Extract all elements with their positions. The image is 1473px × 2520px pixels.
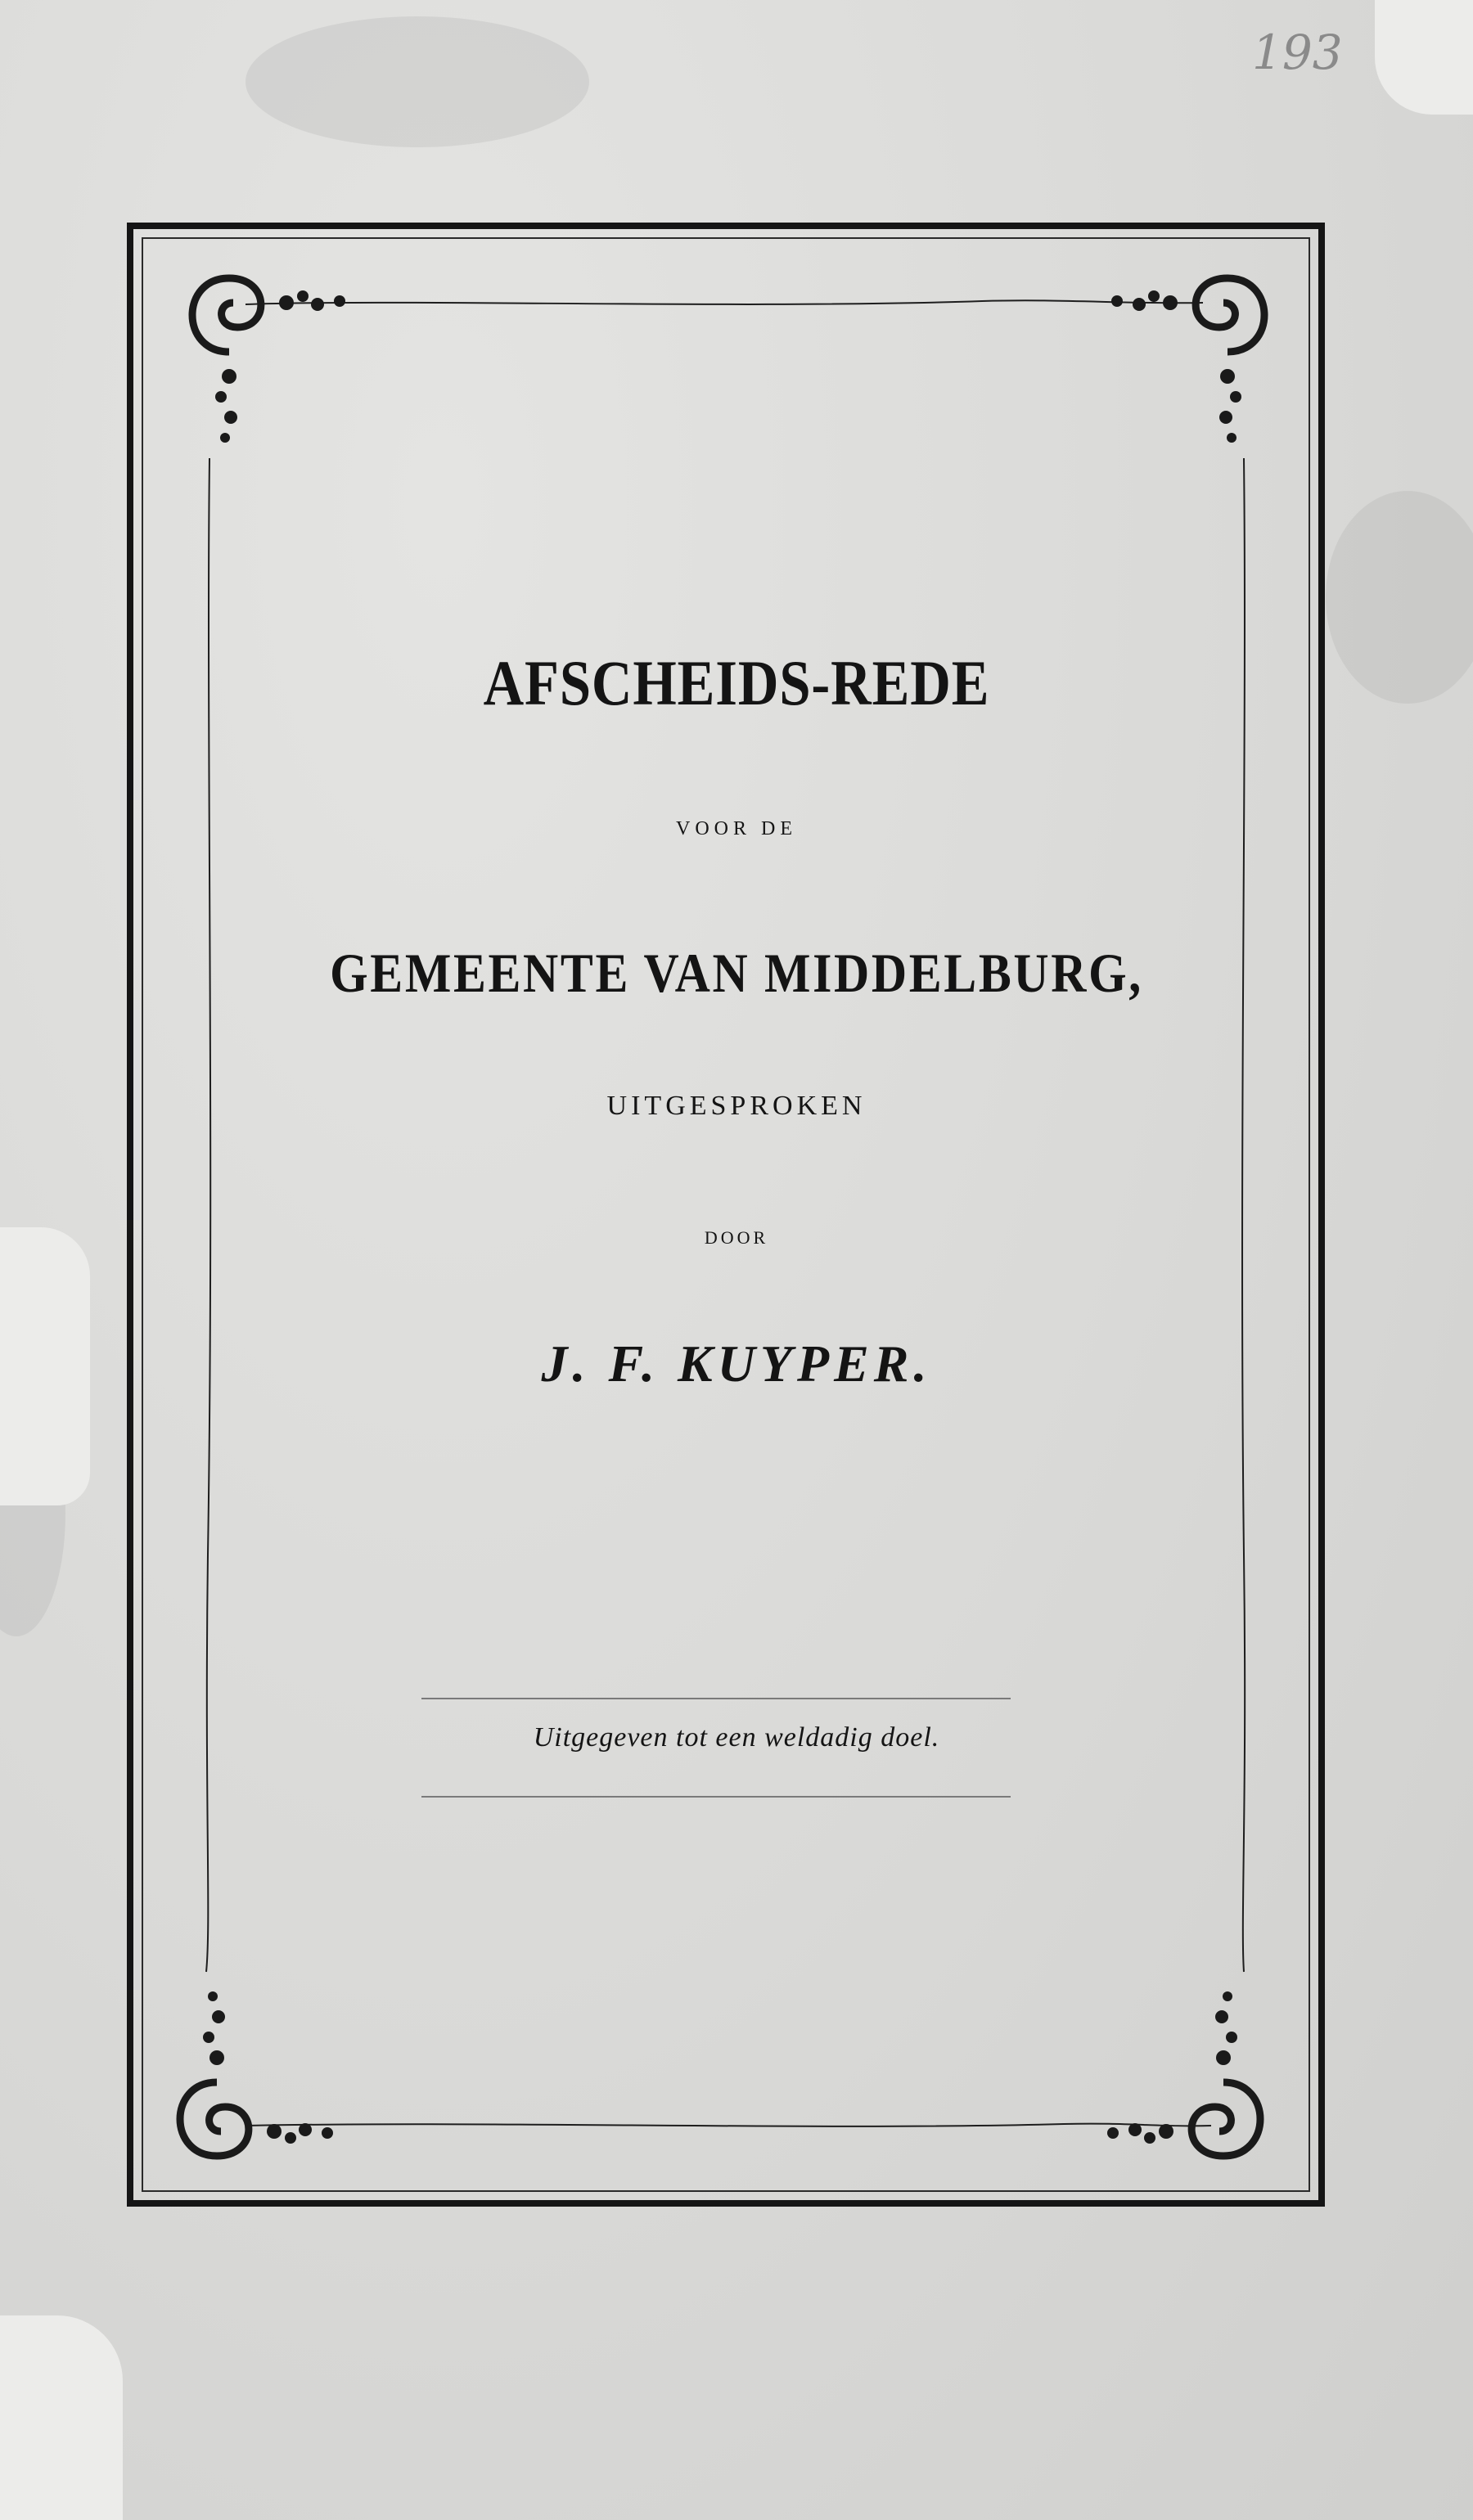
tagline-rule-top (421, 1698, 1011, 1699)
page-border-inner (142, 237, 1310, 2192)
door-line: DOOR (704, 1227, 769, 1248)
author-name: J. F. KUYPER. (541, 1334, 932, 1393)
paper-tear (0, 2315, 123, 2520)
publication-tagline: Uitgegeven tot een weldadig doel. (533, 1722, 940, 1753)
tagline-rule-bottom (421, 1796, 1011, 1798)
document-title: AFSCHEIDS-REDE (483, 647, 990, 718)
pencil-annotation: 193 (1252, 25, 1343, 80)
page-border (127, 223, 1325, 2207)
voor-de-line: VOOR DE (676, 818, 797, 839)
uitgesproken-line: UITGESPROKEN (606, 1091, 867, 1121)
paper-tear (1375, 0, 1473, 115)
paper-stain (246, 16, 589, 147)
congregation-name: GEMEENTE VAN MIDDELBURG, (330, 942, 1143, 1004)
